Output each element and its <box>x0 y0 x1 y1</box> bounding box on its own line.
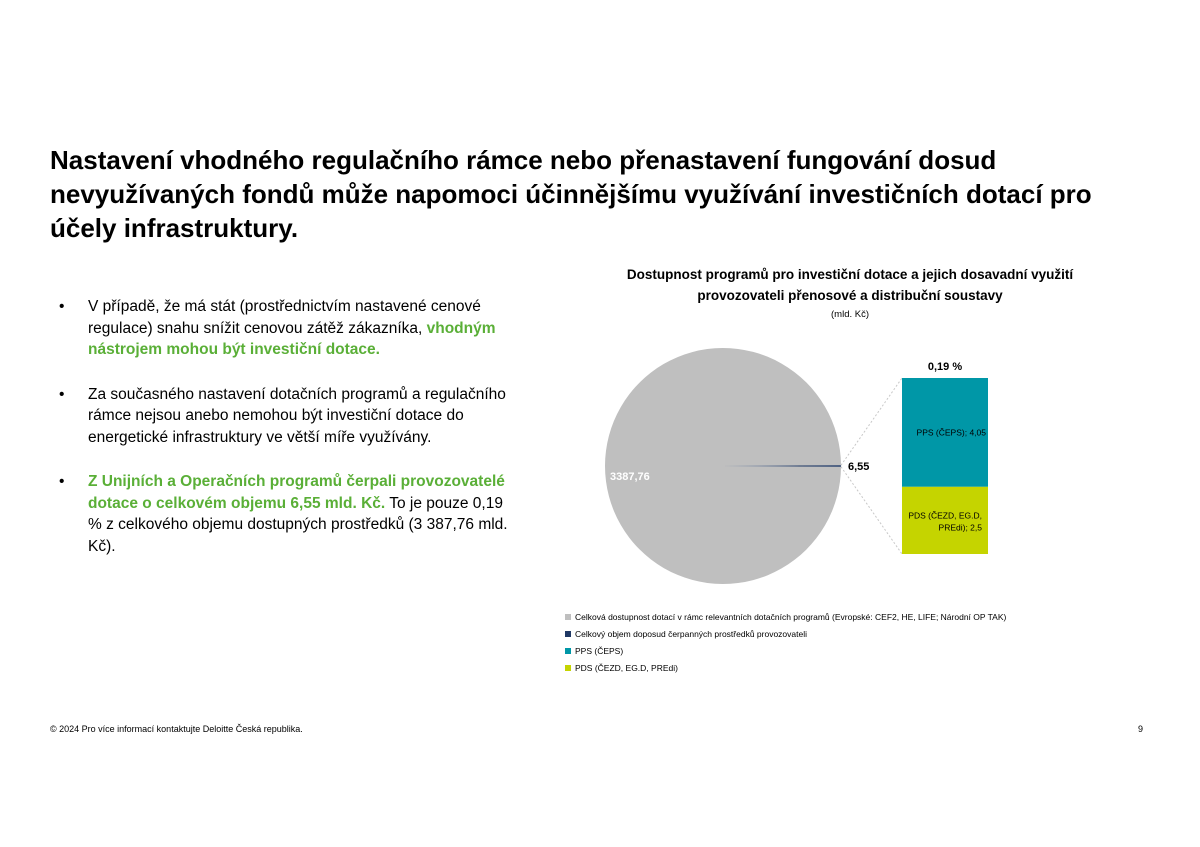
bar-label-pps: PPS (ČEPS); 4,05 <box>916 427 986 438</box>
bullet-text: V případě, že má stát (prostřednictvím nastavené cenové regulace) snahu snížit cenovou zátěž zákazníka, <box>88 298 481 337</box>
bullet-list <box>58 296 508 580</box>
legend-label-used: Celkový objem doposud čerpanných prostředků provozovateli <box>575 629 807 639</box>
bullet-highlight: Z Unijních a Operačních programů čerpali provozovatelé dotace o celkovém objemu 6,55 mld. Kč. <box>88 473 505 512</box>
legend-label-pds: PDS (ČEZD, EG.D, PREdi) <box>575 663 678 673</box>
bar-label-pds-line2: PREdi); 2,5 <box>938 522 982 533</box>
legend-swatch-pds <box>565 665 571 671</box>
pie-chart <box>540 260 1120 690</box>
legend-swatch-pps <box>565 648 571 654</box>
connector-line-top <box>841 378 902 465</box>
bar-of-pie <box>902 361 988 554</box>
slide-title: Nastavení vhodného regulačního rámce nebo přenastavení fungování dosud nevyužívaných fondů může napomoci účinnějšímu využívání investičních dotací pro účely infrastruktury. <box>50 145 1092 243</box>
bullet-text: Za současného nastavení dotačních programů a regulačního rámce nejsou anebo nemohou být investiční dotace do energetické infrastruktury ve větší míře využívány. <box>88 385 506 446</box>
bullet-highlight: vhodným nástrojem mohou být investiční dotace. <box>88 319 496 358</box>
bullet-text: To je pouze 0,19 % z celkového objemu dostupných prostředků (3 387,76 mld. Kč). <box>88 494 508 555</box>
connector-line-bottom <box>841 467 902 554</box>
chart-title-line1: Dostupnost programů pro investiční dotace a jejich dosavadní využití <box>626 267 1074 282</box>
pie-label-used: 6,55 <box>848 461 870 473</box>
pie-label-total: 3387,76 <box>610 471 650 483</box>
chart-title-line2: provozovateli přenosové a distribuční soustavy <box>697 288 1003 303</box>
legend-swatch-used <box>565 631 571 637</box>
legend-label-pps: PPS (ČEPS) <box>575 646 624 656</box>
legend <box>565 612 1007 673</box>
chart-subtitle: (mld. Kč) <box>831 309 869 320</box>
pie <box>605 348 869 584</box>
page-number: 9 <box>1138 724 1144 734</box>
bar-top-label: 0,19 % <box>927 361 963 373</box>
footer-copyright: © 2024 Pro více informací kontaktujte Deloitte Česká republika. <box>50 724 303 734</box>
bullet-item <box>58 384 508 449</box>
legend-swatch-total <box>565 614 571 620</box>
legend-label-total: Celková dostupnost dotací v rámc relevantních dotačních programů (Evropské: CEF2, HE, LIFE; Národní OP TAK) <box>575 612 1007 622</box>
bullet-item <box>58 471 508 557</box>
bar-label-pds-line1: PDS (ČEZD, EG.D, <box>908 510 982 521</box>
bullet-item <box>58 296 508 361</box>
